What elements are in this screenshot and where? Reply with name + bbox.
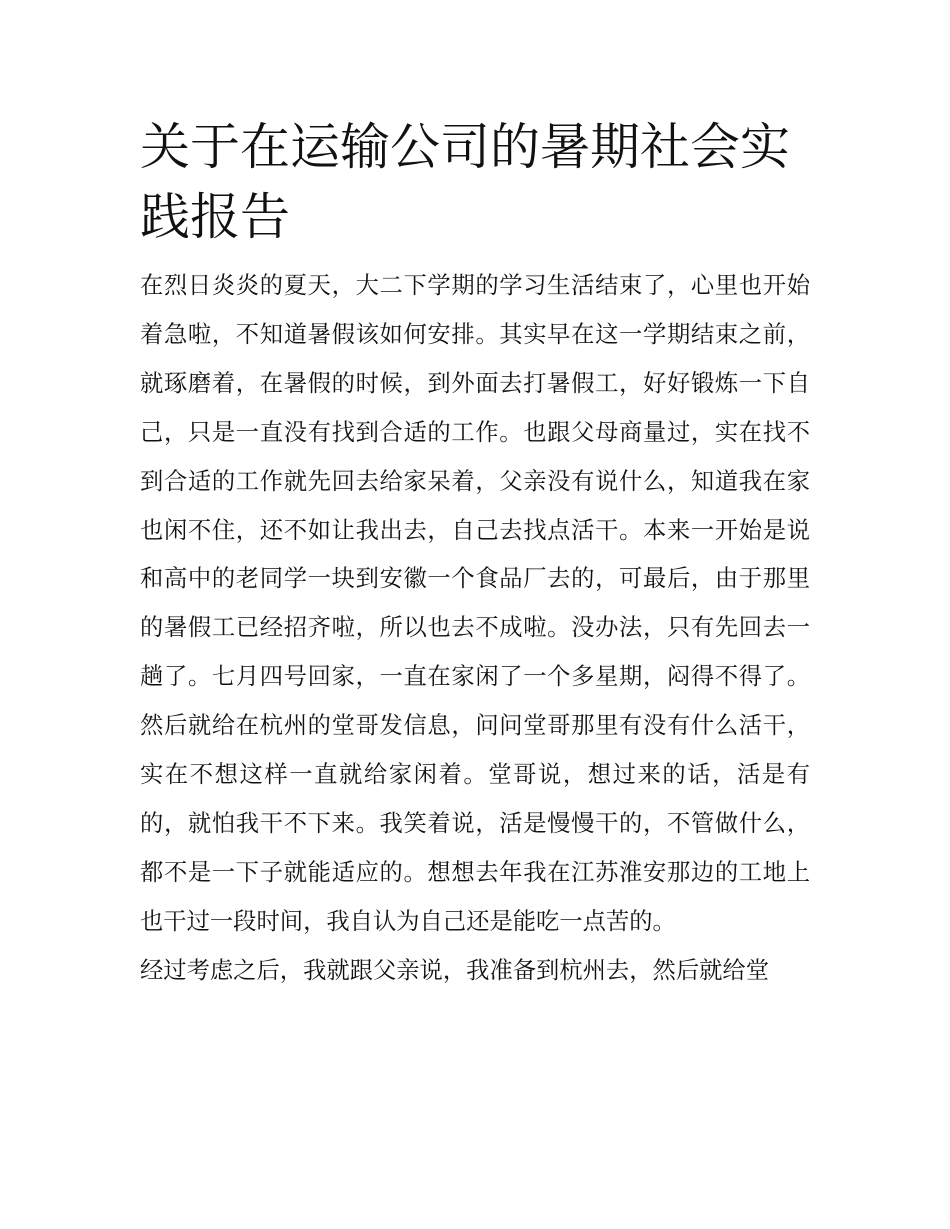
paragraph-1: 在烈日炎炎的夏天，大二下学期的学习生活结束了，心里也开始着急啦，不知道暑假该如何安排。其实早在这一学期结束之前，就琢磨着，在暑假的时候，到外面去打暑假工，好好锻炼一下自己，只是一直没有找到合适的工作。也跟父母商量过，实在找不到合适的工作就先回去给家呆着，父亲没有说什么，知道我在家也闲不住，还不如让我出去，自己去找点活干。本来一开始是说和高中的老同学一块到安徽一个食品厂去的，可最后，由于那里的暑假工已经招齐啦，所以也去不成啦。没办法，只有先回去一趟了。七月四号回家，一直在家闲了一个多星期，闷得不得了。然后就给在杭州的堂哥发信息，问问堂哥那里有没有什么活干，实在不想这样一直就给家闲着。堂哥说，想过来的话，活是有的，就怕我干不下来。我笑着说，活是慢慢干的，不管做什么，都不是一下子就能适应的。想想去年我在江苏淮安那边的工地上也干过一段时间，我自认为自己还是能吃一点苦的。: [140, 272, 810, 935]
document-body: [140, 112, 810, 996]
paragraph-2: 经过考虑之后，我就跟父亲说，我准备到杭州去，然后就给堂: [140, 956, 770, 984]
document-title: 关于在运输公司的暑期社会实践报告: [140, 118, 790, 246]
